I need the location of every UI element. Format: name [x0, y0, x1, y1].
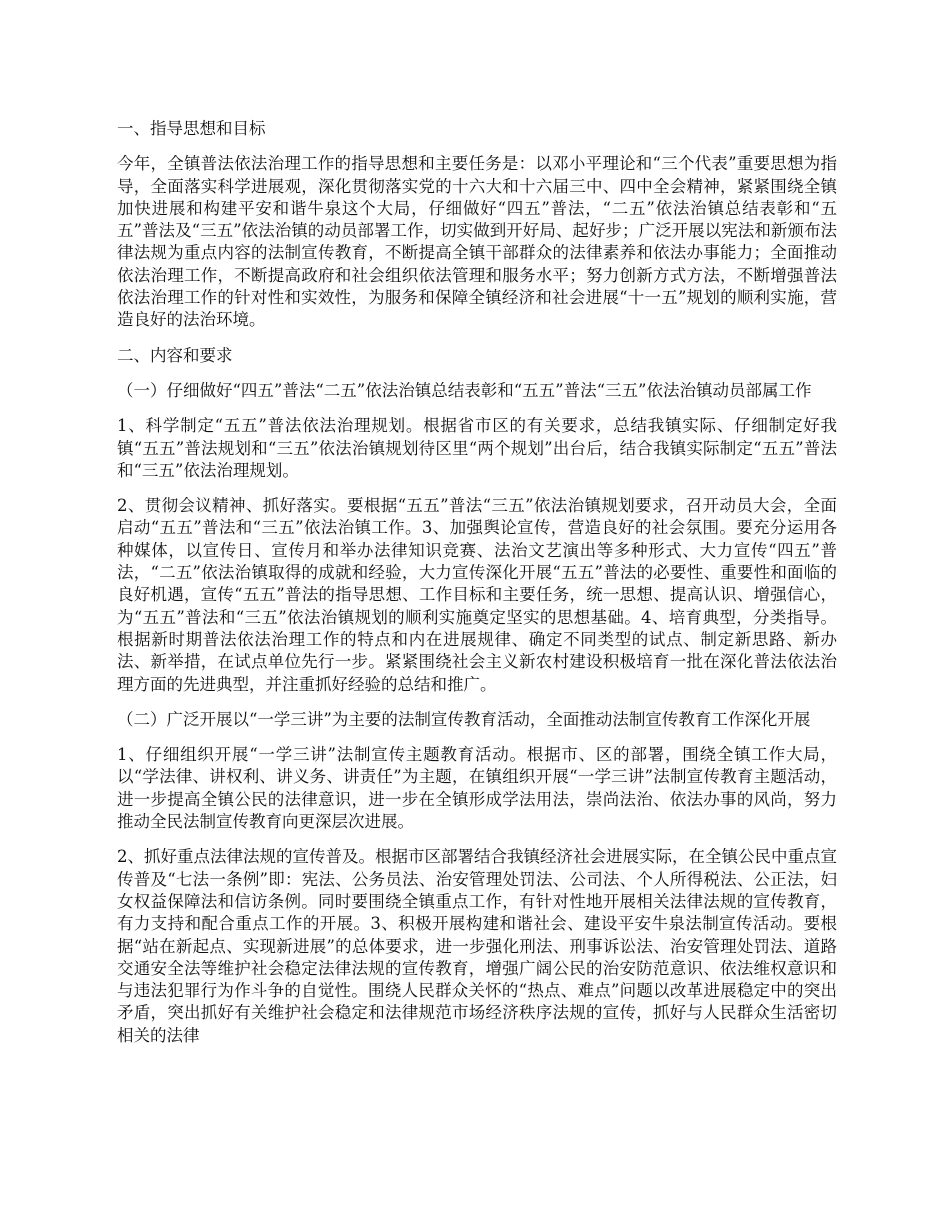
- heading-guiding-ideology: 一、指导思想和目标: [117, 119, 266, 138]
- subheading-section-1: （一）仔细做好“四五”普法“二五”依法治镇总结表彰和“五五”普法“三五”依法治镇动员部属工作: [117, 380, 812, 400]
- heading-content-requirements: 二、内容和要求: [117, 345, 233, 365]
- subheading-section-2: （二）广泛开展以“一学三讲”为主要的法制宣传教育活动，全面推动法制宣传教育工作深化开展: [117, 709, 811, 729]
- document-body: [117, 118, 837, 1060]
- paragraph-item-1: 1、科学制定“五五”普法依法治理规划。根据省市区的有关要求，总结我镇实际、仔细制定好我镇“五五”普法规划和“三五”依法治镇规划待区里“两个规划”出台后，结合我镇实际制定“五五”普法和“三五”依法治理规划。: [117, 416, 837, 480]
- paragraph-section-2-item-2: 2、抓好重点法律法规的宣传普及。根据市区部署结合我镇经济社会进展实际，在全镇公民中重点宣传普及“七法一条例”即：宪法、公务员法、治安管理处罚法、公司法、个人所得税法、公正法，妇女权益保障法和信访条例。同时要围绕全镇重点工作，有针对性地开展相关法律法规的宣传教育，有力支持和配合重点工作的开展。3、积极开展构建和谐社会、建设平安牛泉法制宣传活动。要根据“站在新起点、实现新进展”的总体要求，进一步强化刑法、刑事诉讼法、治安管理处罚法、道路交通安全法等维护社会稳定法律法规的宣传教育，增强广阔公民的治安防范意识、依法维权意识和与违法犯罪行为作斗争的自觉性。围绕人民群众关怀的“热点、难点”问题以改革进展稳定中的突出矛盾，突出抓好有关维护社会稳定和法律规范市场经济秩序法规的宣传，抓好与人民群众生活密切相关的法律: [117, 847, 837, 1045]
- paragraph-item-2: 2、贯彻会议精神、抓好落实。要根据“五五”普法“三五”依法治镇规划要求，召开动员大会，全面启动“五五”普法和“三五”依法治镇工作。3、加强舆论宣传，营造良好的社会氛围。要充分运用各种媒体，以宣传日、宣传月和举办法律知识竞赛、法治文艺演出等多种形式、大力宣传“四五”普法，“二五”依法治镇取得的成就和经验，大力宣传深化开展“五五”普法的必要性、重要性和面临的良好机遇，宣传“五五”普法的指导思想、工作目标和主要任务，统一思想、提高认识、增强信心，为“五五”普法和“三五”依法治镇规划的顺利实施奠定坚实的思想基础。4、培育典型，分类指导。根据新时期普法依法治理工作的特点和内在进展规律、确定不同类型的试点、制定新思路、新办法、新举措，在试点单位先行一步。紧紧围绕社会主义新农村建设积极培育一批在深化普法依法治理方面的先进典型，并注重抓好经验的总结和推广。: [117, 496, 837, 694]
- paragraph-guiding-ideology: 今年，全镇普法依法治理工作的指导思想和主要任务是：以邓小平理论和“三个代表”重要思想为指导，全面落实科学进展观，深化贯彻落实党的十六大和十六届三中、四中全会精神，紧紧围绕全镇加快进展和构建平安和谐牛泉这个大局，仔细做好“四五”普法，“二五”依法治镇总结表彰和“五五”普法及“三五”依法治镇的动员部署工作，切实做到开好局、起好步；广泛开展以宪法和新颁布法律法规为重点内容的法制宣传教育，不断提高全镇干部群众的法律素养和依法办事能力；全面推动依法治理工作，不断提高政府和社会组织依法管理和服务水平；努力创新方式方法，不断增强普法依法治理工作的针对性和实效性，为服务和保障全镇经济和社会进展“十一五”规划的顺利实施，营造良好的法治环境。: [117, 154, 837, 330]
- paragraph-section-2-item-1: 1、仔细组织开展“一学三讲”法制宣传主题教育活动。根据市、区的部署，围绕全镇工作大局，以“学法律、讲权利、讲义务、讲责任”为主题，在镇组织开展“一学三讲”法制宣传教育主题活动，进一步提高全镇公民的法律意识，进一步在全镇形成学法用法，崇尚法治、依法办事的风尚，努力推动全民法制宣传教育向更深层次进展。: [117, 745, 837, 832]
